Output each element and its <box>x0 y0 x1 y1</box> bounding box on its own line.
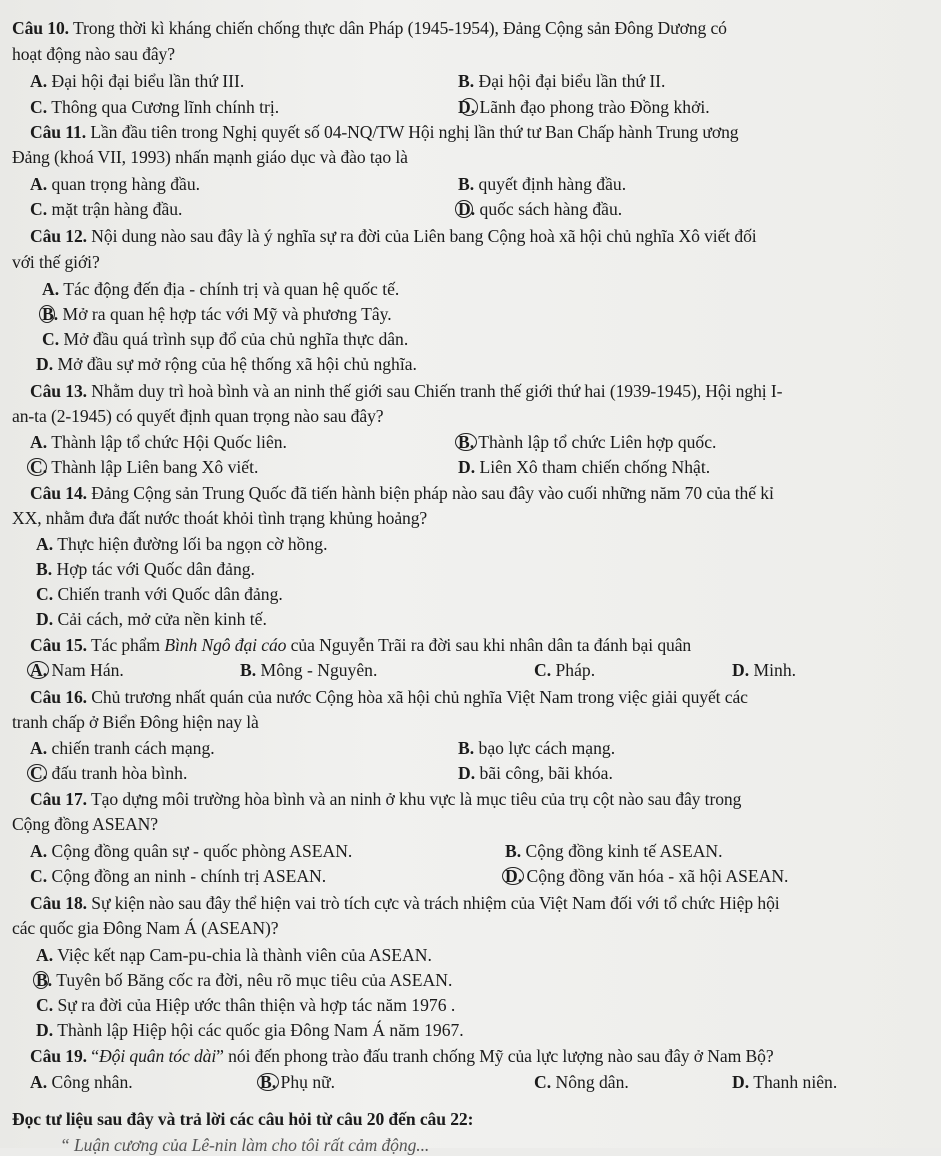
question-10-option-a[interactable]: A. Đại hội đại biểu lần thứ III. <box>30 71 245 91</box>
question-17-stem: Câu 17. Tạo dựng môi trường hòa bình và an ninh ở khu vực là mục tiêu của trụ cột nào sau đây trong <box>30 789 742 809</box>
question-15-option-a[interactable]: A. Nam Hán. <box>30 660 124 680</box>
question-18-option-c[interactable]: C. Sự ra đời của Hiệp ước thân thiện và hợp tác năm 1976 . <box>36 995 456 1015</box>
question-11-option-c[interactable]: C. mặt trận hàng đầu. <box>30 199 183 219</box>
question-10-stem-cont: hoạt động nào sau đây? <box>12 44 175 64</box>
question-16-option-b[interactable]: B. bạo lực cách mạng. <box>458 738 616 758</box>
question-11-stem-cont: Đảng (khoá VII, 1993) nhấn mạnh giáo dục và đào tạo là <box>12 147 408 167</box>
question-16-stem: Câu 16. Chủ trương nhất quán của nước Cộng hòa xã hội chủ nghĩa Việt Nam trong việc giải quyết các <box>30 687 748 707</box>
question-16-option-c[interactable]: C. đấu tranh hòa bình. <box>30 763 188 783</box>
question-19-option-d[interactable]: D. Thanh niên. <box>732 1072 838 1092</box>
question-14-stem: Câu 14. Đảng Cộng sản Trung Quốc đã tiến hành biện pháp nào sau đây vào cuối những năm 70 của thế kỉ <box>30 483 774 503</box>
question-12-stem-cont: với thế giới? <box>12 252 100 272</box>
question-17-stem-cont: Cộng đồng ASEAN? <box>12 814 158 834</box>
question-18-option-d[interactable]: D. Thành lập Hiệp hội các quốc gia Đông Nam Á năm 1967. <box>36 1020 464 1040</box>
question-13-stem-cont: an-ta (2-1945) có quyết định quan trọng nào sau đây? <box>12 406 384 426</box>
question-12-option-b[interactable]: B. Mở ra quan hệ hợp tác với Mỹ và phương Tây. <box>42 304 392 324</box>
question-11-option-a[interactable]: A. quan trọng hàng đầu. <box>30 174 201 194</box>
question-11-option-b[interactable]: B. quyết định hàng đầu. <box>458 174 627 194</box>
question-15-stem: Câu 15. Tác phẩm Bình Ngô đại cáo của Nguyễn Trãi ra đời sau khi nhân dân ta đánh bại quân <box>30 635 692 655</box>
question-12-option-c[interactable]: C. Mở đầu quá trình sụp đổ của chủ nghĩa thực dân. <box>42 329 409 349</box>
question-15-option-d[interactable]: D. Minh. <box>732 660 797 680</box>
answer-mark-q13-b <box>455 433 477 451</box>
question-12-option-a[interactable]: A. Tác động đến địa - chính trị và quan hệ quốc tế. <box>42 279 400 299</box>
question-17-option-a[interactable]: A. Cộng đồng quân sự - quốc phòng ASEAN. <box>30 841 353 861</box>
question-13-option-d[interactable]: D. Liên Xô tham chiến chống Nhật. <box>458 457 711 477</box>
question-18-option-a[interactable]: A. Việc kết nạp Cam-pu-chia là thành viên của ASEAN. <box>36 945 432 965</box>
question-13-option-c[interactable]: C. Thành lập Liên bang Xô viết. <box>30 457 259 477</box>
question-10-stem: Câu 10. Trong thời kì kháng chiến chống thực dân Pháp (1945-1954), Đảng Cộng sản Đông Dương có <box>12 18 727 38</box>
question-16-option-d[interactable]: D. bãi công, bãi khóa. <box>458 763 613 783</box>
question-10-option-d[interactable]: D. Lãnh đạo phong trào Đồng khởi. <box>458 97 710 117</box>
answer-mark-q10 <box>460 98 478 116</box>
question-17-option-b[interactable]: B. Cộng đồng kinh tế ASEAN. <box>505 841 723 861</box>
question-11-option-d[interactable]: D. quốc sách hàng đầu. <box>458 199 623 219</box>
question-14-option-c[interactable]: C. Chiến tranh với Quốc dân đảng. <box>36 584 283 604</box>
answer-mark-q18 <box>33 971 49 989</box>
question-12-stem: Câu 12. Nội dung nào sau đây là ý nghĩa sự ra đời của Liên bang Cộng hoà xã hội chủ nghĩa Xô viết đối <box>30 226 757 246</box>
question-14-stem-cont: XX, nhằm đưa đất nước thoát khỏi tình trạng khủng hoảng? <box>12 508 428 528</box>
question-19-option-a[interactable]: A. Công nhân. <box>30 1072 133 1092</box>
question-14-option-b[interactable]: B. Hợp tác với Quốc dân đảng. <box>36 559 255 579</box>
answer-mark-q12 <box>39 305 55 323</box>
question-18-option-b[interactable]: B. Tuyên bố Băng cốc ra đời, nêu rõ mục tiêu của ASEAN. <box>36 970 453 990</box>
question-19-stem: Câu 19. “Đội quân tóc dài” nói đến phong trào đấu tranh chống Mỹ của lực lượng nào sau đây ở Nam Bộ? <box>30 1046 774 1066</box>
answer-mark-q16 <box>27 764 47 782</box>
question-17-option-d[interactable]: D. Cộng đồng văn hóa - xã hội ASEAN. <box>505 866 789 886</box>
question-13-option-a[interactable]: A. Thành lập tổ chức Hội Quốc liên. <box>30 432 287 452</box>
question-13-option-b[interactable]: B. Thành lập tổ chức Liên hợp quốc. <box>458 432 717 452</box>
question-17-option-c[interactable]: C. Cộng đồng an ninh - chính trị ASEAN. <box>30 866 327 886</box>
question-18-stem: Câu 18. Sự kiện nào sau đây thể hiện vai trò tích cực và trách nhiệm của Việt Nam đối với tổ chức Hiệp hội <box>30 893 780 913</box>
question-16-option-a[interactable]: A. chiến tranh cách mạng. <box>30 738 215 758</box>
question-14-option-a[interactable]: A. Thực hiện đường lối ba ngọn cờ hồng. <box>36 534 328 554</box>
question-15-option-c[interactable]: C. Pháp. <box>534 660 596 680</box>
question-18-stem-cont: các quốc gia Đông Nam Á (ASEAN)? <box>12 918 279 938</box>
answer-mark-q19 <box>257 1073 279 1091</box>
answer-mark-q11 <box>455 200 473 218</box>
question-10-option-c[interactable]: C. Thông qua Cương lĩnh chính trị. <box>30 97 280 117</box>
question-16-stem-cont: tranh chấp ở Biển Đông hiện nay là <box>12 712 259 732</box>
reading-passage-partial: “ Luận cương của Lê-nin làm cho tôi rất cảm động... <box>60 1135 430 1155</box>
answer-mark-q17 <box>502 867 524 885</box>
answer-mark-q13-c <box>27 458 47 476</box>
question-19-option-c[interactable]: C. Nông dân. <box>534 1072 629 1092</box>
question-13-stem: Câu 13. Nhằm duy trì hoà bình và an ninh thế giới sau Chiến tranh thế giới thứ hai (1939-1945), Hội nghị I- <box>30 381 783 401</box>
answer-mark-q15 <box>27 661 49 679</box>
reading-section-heading: Đọc tư liệu sau đây và trả lời các câu hỏi từ câu 20 đến câu 22: <box>12 1109 474 1129</box>
question-11-stem: Câu 11. Lần đầu tiên trong Nghị quyết số 04-NQ/TW Hội nghị lần thứ tư Ban Chấp hành Trung ương <box>30 122 739 142</box>
question-14-option-d[interactable]: D. Cải cách, mở cửa nền kinh tế. <box>36 609 267 629</box>
question-10-option-b[interactable]: B. Đại hội đại biểu lần thứ II. <box>458 71 666 91</box>
question-19-option-b[interactable]: B. Phụ nữ. <box>260 1072 336 1092</box>
question-12-option-d[interactable]: D. Mở đầu sự mở rộng của hệ thống xã hội chủ nghĩa. <box>36 354 417 374</box>
question-15-option-b[interactable]: B. Mông - Nguyên. <box>240 660 378 680</box>
